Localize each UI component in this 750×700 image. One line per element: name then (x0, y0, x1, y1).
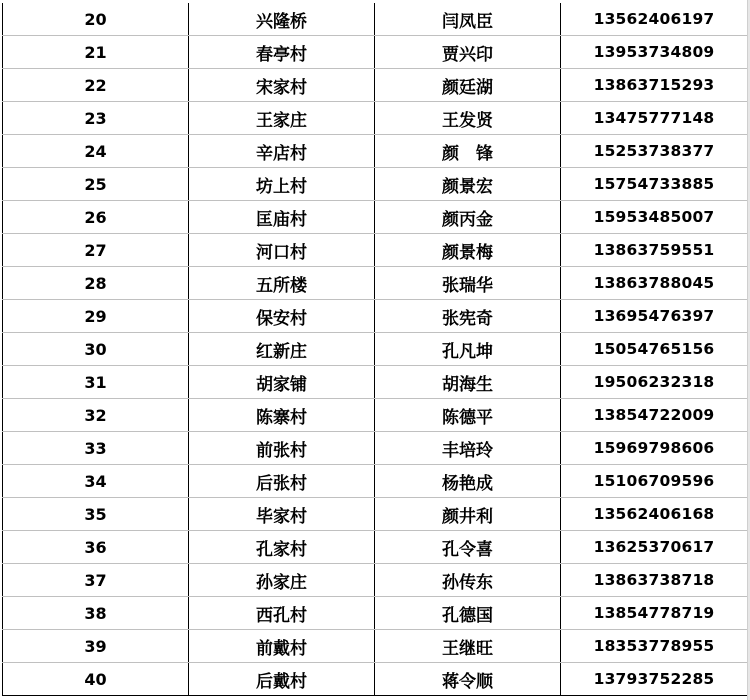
row-number-cell[interactable]: 25 (3, 168, 189, 201)
table-row (3, 663, 748, 696)
phone-cell[interactable]: 13475777148 (561, 102, 748, 135)
phone-cell[interactable]: 13863738718 (561, 564, 748, 597)
table-row (3, 564, 748, 597)
contact-table (2, 3, 748, 696)
phone-cell[interactable]: 13854722009 (561, 399, 748, 432)
village-cell[interactable]: 胡家铺 (189, 366, 375, 399)
table-row (3, 168, 748, 201)
table-row (3, 432, 748, 465)
phone-cell[interactable]: 13562406168 (561, 498, 748, 531)
phone-cell[interactable]: 15953485007 (561, 201, 748, 234)
table-row (3, 102, 748, 135)
phone-cell[interactable]: 15106709596 (561, 465, 748, 498)
row-number-cell[interactable]: 22 (3, 69, 189, 102)
table-row (3, 135, 748, 168)
table-row (3, 597, 748, 630)
contact-name-cell[interactable]: 张瑞华 (375, 267, 561, 300)
contact-name-cell[interactable]: 孔令喜 (375, 531, 561, 564)
row-number-cell[interactable]: 36 (3, 531, 189, 564)
village-cell[interactable]: 红新庄 (189, 333, 375, 366)
contact-name-cell[interactable]: 孔德国 (375, 597, 561, 630)
village-cell[interactable]: 兴隆桥 (189, 3, 375, 36)
phone-cell[interactable]: 13863788045 (561, 267, 748, 300)
table-row (3, 498, 748, 531)
table-row (3, 531, 748, 564)
village-cell[interactable]: 毕家村 (189, 498, 375, 531)
table-row (3, 36, 748, 69)
phone-cell[interactable]: 13863715293 (561, 69, 748, 102)
table-row (3, 333, 748, 366)
table-row (3, 465, 748, 498)
phone-cell[interactable]: 13863759551 (561, 234, 748, 267)
village-cell[interactable]: 宋家村 (189, 69, 375, 102)
row-number-cell[interactable]: 40 (3, 663, 189, 696)
row-number-cell[interactable]: 23 (3, 102, 189, 135)
village-cell[interactable]: 孔家村 (189, 531, 375, 564)
row-number-cell[interactable]: 34 (3, 465, 189, 498)
contact-name-cell[interactable]: 陈德平 (375, 399, 561, 432)
table-row (3, 201, 748, 234)
phone-cell[interactable]: 13562406197 (561, 3, 748, 36)
village-cell[interactable]: 王家庄 (189, 102, 375, 135)
phone-cell[interactable]: 15253738377 (561, 135, 748, 168)
table-row (3, 234, 748, 267)
row-number-cell[interactable]: 32 (3, 399, 189, 432)
row-number-cell[interactable]: 38 (3, 597, 189, 630)
village-cell[interactable]: 匡庙村 (189, 201, 375, 234)
phone-cell[interactable]: 13793752285 (561, 663, 748, 696)
village-cell[interactable]: 春亭村 (189, 36, 375, 69)
row-number-cell[interactable]: 29 (3, 300, 189, 333)
village-cell[interactable]: 前张村 (189, 432, 375, 465)
contact-name-cell[interactable]: 王发贤 (375, 102, 561, 135)
village-cell[interactable]: 后戴村 (189, 663, 375, 696)
table-row (3, 69, 748, 102)
row-number-cell[interactable]: 35 (3, 498, 189, 531)
village-cell[interactable]: 前戴村 (189, 630, 375, 663)
row-number-cell[interactable]: 37 (3, 564, 189, 597)
table-row (3, 300, 748, 333)
row-number-cell[interactable]: 31 (3, 366, 189, 399)
village-cell[interactable]: 五所楼 (189, 267, 375, 300)
village-cell[interactable]: 河口村 (189, 234, 375, 267)
row-number-cell[interactable]: 39 (3, 630, 189, 663)
table-row (3, 630, 748, 663)
phone-cell[interactable]: 18353778955 (561, 630, 748, 663)
row-number-cell[interactable]: 33 (3, 432, 189, 465)
phone-cell[interactable]: 15054765156 (561, 333, 748, 366)
contact-name-cell[interactable]: 丰培玲 (375, 432, 561, 465)
phone-cell[interactable]: 13695476397 (561, 300, 748, 333)
row-number-cell[interactable]: 24 (3, 135, 189, 168)
table-row (3, 3, 748, 36)
phone-cell[interactable]: 13625370617 (561, 531, 748, 564)
table-row (3, 366, 748, 399)
phone-cell[interactable]: 13854778719 (561, 597, 748, 630)
village-cell[interactable]: 陈寨村 (189, 399, 375, 432)
row-number-cell[interactable]: 27 (3, 234, 189, 267)
contact-name-cell[interactable]: 闫凤臣 (375, 3, 561, 36)
row-number-cell[interactable]: 26 (3, 201, 189, 234)
village-cell[interactable]: 坊上村 (189, 168, 375, 201)
village-cell[interactable]: 辛店村 (189, 135, 375, 168)
contact-name-cell[interactable]: 孔凡坤 (375, 333, 561, 366)
phone-cell[interactable]: 15969798606 (561, 432, 748, 465)
contact-name-cell[interactable]: 杨艳成 (375, 465, 561, 498)
contact-name-cell[interactable]: 颜丙金 (375, 201, 561, 234)
row-number-cell[interactable]: 28 (3, 267, 189, 300)
phone-cell[interactable]: 13953734809 (561, 36, 748, 69)
village-cell[interactable]: 西孔村 (189, 597, 375, 630)
village-cell[interactable]: 保安村 (189, 300, 375, 333)
contact-name-cell[interactable]: 颜景梅 (375, 234, 561, 267)
contact-name-cell[interactable]: 孙传东 (375, 564, 561, 597)
phone-cell[interactable]: 15754733885 (561, 168, 748, 201)
row-number-cell[interactable]: 21 (3, 36, 189, 69)
contact-name-cell[interactable]: 张宪奇 (375, 300, 561, 333)
row-number-cell[interactable]: 30 (3, 333, 189, 366)
contact-name-cell[interactable]: 王继旺 (375, 630, 561, 663)
row-number-cell[interactable]: 20 (3, 3, 189, 36)
village-cell[interactable]: 后张村 (189, 465, 375, 498)
contact-name-cell[interactable]: 贾兴印 (375, 36, 561, 69)
contact-name-cell[interactable]: 胡海生 (375, 366, 561, 399)
contact-name-cell[interactable]: 颜井利 (375, 498, 561, 531)
phone-cell[interactable]: 19506232318 (561, 366, 748, 399)
village-cell[interactable]: 孙家庄 (189, 564, 375, 597)
contact-name-cell[interactable]: 颜景宏 (375, 168, 561, 201)
contact-name-cell[interactable]: 蒋令顺 (375, 663, 561, 696)
contact-name-cell[interactable]: 颜廷湖 (375, 69, 561, 102)
contact-name-cell[interactable]: 颜 锋 (375, 135, 561, 168)
table-body (3, 3, 748, 696)
table-row (3, 399, 748, 432)
table-row (3, 267, 748, 300)
